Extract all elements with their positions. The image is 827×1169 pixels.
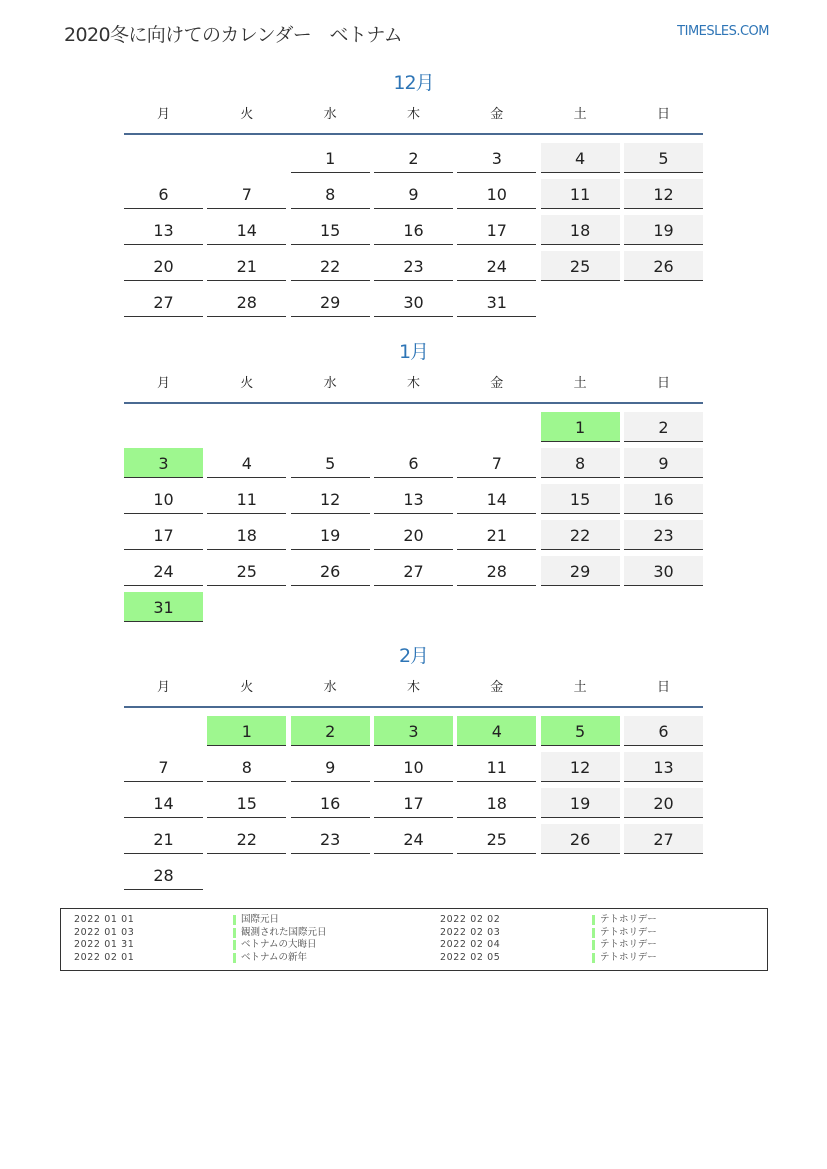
day-cell: 30 (624, 556, 703, 586)
day-cell: 18 (457, 788, 536, 818)
day-cell: 30 (374, 287, 453, 317)
day-cell: 9 (374, 179, 453, 209)
legend-item (440, 914, 740, 926)
day-cell: 5 (291, 448, 370, 478)
weekday-label-thu: 木 (406, 680, 420, 695)
day-cell: 7 (124, 752, 203, 782)
day-cell: 27 (124, 287, 203, 317)
month-title: 2月 (398, 645, 429, 667)
day-cell: 2 (291, 716, 370, 746)
day-cell: 19 (624, 215, 703, 245)
holiday-legend (60, 908, 768, 971)
day-cell: 20 (374, 520, 453, 550)
header-divider (124, 133, 703, 135)
weekday-header-row (124, 375, 703, 393)
day-cell: 11 (541, 179, 620, 209)
page-title: 2020冬に向けてのカレンダー ベトナム (64, 24, 403, 46)
weekday-label-fri: 金 (490, 107, 504, 122)
day-cell: 21 (124, 824, 203, 854)
legend-item (440, 927, 740, 939)
legend-item (440, 939, 740, 951)
day-cell: 26 (291, 556, 370, 586)
weekday-header-row (124, 106, 703, 124)
legend-date: 2022 02 03 (440, 926, 501, 938)
day-cell: 24 (374, 824, 453, 854)
day-cell: 3 (124, 448, 203, 478)
day-cell: 24 (124, 556, 203, 586)
legend-date: 2022 01 03 (74, 926, 135, 938)
day-cell: 28 (124, 860, 203, 890)
day-cell: 17 (124, 520, 203, 550)
day-cell: 14 (457, 484, 536, 514)
legend-holiday-name: テトホリデー (600, 926, 657, 938)
legend-item (74, 939, 414, 951)
weekday-label-sun: 日 (656, 107, 670, 122)
weekday-label-mon: 月 (156, 376, 170, 391)
legend-holiday-name: テトホリデー (600, 951, 657, 963)
legend-date: 2022 02 01 (74, 951, 135, 963)
site-link[interactable]: TIMESLES.COM (677, 24, 769, 39)
day-cell: 14 (207, 215, 286, 245)
legend-date: 2022 02 05 (440, 951, 501, 963)
legend-holiday-name: ベトナムの大晦日 (241, 939, 317, 950)
weekday-label-tue: 火 (240, 376, 254, 391)
day-cell: 9 (291, 752, 370, 782)
day-cell: 23 (291, 824, 370, 854)
day-cell: 9 (624, 448, 703, 478)
day-cell: 20 (624, 788, 703, 818)
weekday-label-fri: 金 (490, 376, 504, 391)
day-cell: 13 (124, 215, 203, 245)
day-cell: 22 (207, 824, 286, 854)
month-title: 1月 (398, 341, 429, 363)
day-cell: 8 (541, 448, 620, 478)
weekday-label-fri: 金 (490, 680, 504, 695)
day-cell: 10 (124, 484, 203, 514)
legend-date: 2022 02 04 (440, 939, 501, 950)
day-cell: 1 (541, 412, 620, 442)
day-cell: 17 (374, 788, 453, 818)
weekday-label-thu: 木 (406, 107, 420, 122)
day-cell: 16 (374, 215, 453, 245)
day-cell: 23 (624, 520, 703, 550)
month-title: 12月 (393, 72, 434, 94)
day-cell: 6 (124, 179, 203, 209)
weekday-label-wed: 水 (323, 376, 337, 391)
day-cell: 16 (624, 484, 703, 514)
day-cell: 2 (624, 412, 703, 442)
day-cell: 1 (291, 143, 370, 173)
day-cell: 12 (624, 179, 703, 209)
day-cell: 11 (207, 484, 286, 514)
day-cell: 27 (374, 556, 453, 586)
day-cell: 8 (291, 179, 370, 209)
legend-holiday-name: 観測された国際元日 (241, 926, 327, 938)
day-cell: 2 (374, 143, 453, 173)
legend-date: 2022 01 01 (74, 914, 135, 925)
weekday-label-tue: 火 (240, 680, 254, 695)
day-cell: 12 (541, 752, 620, 782)
legend-date: 2022 02 02 (440, 914, 501, 925)
day-cell: 5 (541, 716, 620, 746)
weekday-label-thu: 木 (406, 376, 420, 391)
day-cell: 20 (124, 251, 203, 281)
legend-holiday-name: 国際元日 (241, 914, 280, 925)
holiday-marker (233, 915, 236, 925)
day-cell: 26 (624, 251, 703, 281)
day-cell: 18 (207, 520, 286, 550)
weekday-label-sat: 土 (573, 680, 587, 695)
day-cell: 4 (207, 448, 286, 478)
header-divider (124, 402, 703, 404)
holiday-marker (233, 953, 236, 963)
legend-holiday-name: テトホリデー (600, 914, 657, 925)
holiday-marker (233, 940, 236, 950)
day-cell: 31 (124, 592, 203, 622)
day-cell: 15 (541, 484, 620, 514)
day-cell: 19 (541, 788, 620, 818)
day-cell: 12 (291, 484, 370, 514)
day-cell: 13 (624, 752, 703, 782)
day-cell: 22 (541, 520, 620, 550)
legend-holiday-name: ベトナムの新年 (241, 951, 308, 963)
day-cell: 14 (124, 788, 203, 818)
day-cell: 7 (457, 448, 536, 478)
legend-date: 2022 01 31 (74, 939, 135, 950)
holiday-marker (592, 915, 595, 925)
legend-item (74, 914, 414, 926)
day-cell: 29 (291, 287, 370, 317)
weekday-label-sun: 日 (656, 680, 670, 695)
day-cell: 8 (207, 752, 286, 782)
day-cell: 21 (207, 251, 286, 281)
day-cell: 16 (291, 788, 370, 818)
day-cell: 10 (374, 752, 453, 782)
legend-item (74, 927, 414, 939)
day-cell: 31 (457, 287, 536, 317)
day-cell: 23 (374, 251, 453, 281)
weekday-header-row (124, 679, 703, 697)
day-cell: 4 (457, 716, 536, 746)
day-cell: 25 (541, 251, 620, 281)
page-header (64, 20, 769, 48)
day-cell: 25 (207, 556, 286, 586)
day-cell: 24 (457, 251, 536, 281)
weekday-label-mon: 月 (156, 680, 170, 695)
day-cell: 5 (624, 143, 703, 173)
day-cell: 4 (541, 143, 620, 173)
day-cell: 19 (291, 520, 370, 550)
weekday-label-mon: 月 (156, 107, 170, 122)
day-cell: 22 (291, 251, 370, 281)
day-cell: 21 (457, 520, 536, 550)
day-cell: 6 (374, 448, 453, 478)
weekday-label-sat: 土 (573, 376, 587, 391)
weekday-label-sun: 日 (656, 376, 670, 391)
holiday-marker (592, 928, 595, 938)
holiday-marker (233, 928, 236, 938)
day-cell: 3 (374, 716, 453, 746)
day-cell: 27 (624, 824, 703, 854)
day-cell: 18 (541, 215, 620, 245)
weekday-label-tue: 火 (240, 107, 254, 122)
day-cell: 26 (541, 824, 620, 854)
day-cell: 28 (457, 556, 536, 586)
day-cell: 11 (457, 752, 536, 782)
day-cell: 15 (207, 788, 286, 818)
day-cell: 3 (457, 143, 536, 173)
day-cell: 13 (374, 484, 453, 514)
day-cell: 17 (457, 215, 536, 245)
holiday-marker (592, 953, 595, 963)
weekday-label-wed: 水 (323, 107, 337, 122)
day-cell: 15 (291, 215, 370, 245)
header-divider (124, 706, 703, 708)
day-cell: 10 (457, 179, 536, 209)
day-cell: 7 (207, 179, 286, 209)
legend-item (440, 952, 740, 964)
day-cell: 28 (207, 287, 286, 317)
day-cell: 1 (207, 716, 286, 746)
legend-holiday-name: テトホリデー (600, 939, 657, 950)
day-cell: 6 (624, 716, 703, 746)
day-cell: 25 (457, 824, 536, 854)
weekday-label-wed: 水 (323, 680, 337, 695)
day-cell: 29 (541, 556, 620, 586)
holiday-marker (592, 940, 595, 950)
weekday-label-sat: 土 (573, 107, 587, 122)
legend-item (74, 952, 414, 964)
